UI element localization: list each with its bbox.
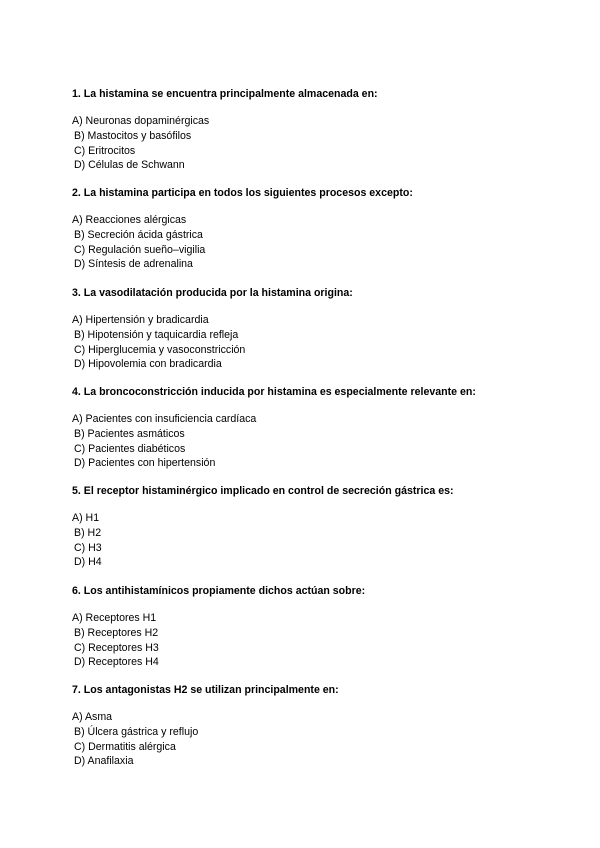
question-title: 3. La vasodilatación producida por la histamina origina: — [72, 287, 353, 299]
question-4 — [72, 385, 542, 471]
option-d: D) Síntesis de adrenalina — [74, 258, 193, 271]
option-a: A) Neuronas dopaminérgicas — [72, 115, 210, 127]
option-b: B) Pacientes asmáticos — [74, 427, 185, 440]
option-b: B) Úlcera gástrica y reflujo — [74, 725, 199, 738]
question-2 — [72, 186, 542, 272]
question-5 — [72, 484, 542, 570]
question-title: 5. El receptor histaminérgico implicado en control de secreción gástrica es: — [72, 485, 454, 497]
option-list — [72, 313, 542, 372]
option-b: B) H2 — [74, 526, 102, 539]
option-a: A) Receptores H1 — [72, 612, 157, 624]
question-6 — [72, 584, 542, 670]
option-d: D) Pacientes con hipertensión — [74, 457, 216, 470]
option-a: A) Pacientes con insuficiencia cardíaca — [72, 413, 257, 425]
question-7 — [72, 683, 542, 769]
option-a: A) H1 — [72, 512, 100, 524]
option-d: D) Células de Schwann — [74, 159, 185, 172]
option-a: A) Reacciones alérgicas — [72, 214, 187, 226]
option-a: A) Hipertensión y bradicardia — [72, 314, 209, 326]
option-d: D) Receptores H4 — [74, 656, 159, 669]
option-list — [72, 511, 542, 570]
question-title: 2. La histamina participa en todos los siguientes procesos excepto: — [72, 187, 413, 199]
option-c: C) Pacientes diabéticos — [74, 442, 186, 455]
question-title: 1. La histamina se encuentra principalmente almacenada en: — [72, 88, 378, 100]
option-list — [72, 412, 542, 471]
question-title: 4. La broncoconstricción inducida por histamina es especialmente relevante en: — [72, 386, 476, 398]
option-list — [72, 710, 542, 769]
option-list — [72, 213, 542, 272]
option-d: D) H4 — [74, 556, 102, 569]
option-c: C) Dermatitis alérgica — [74, 740, 176, 753]
option-d: D) Anafilaxia — [74, 755, 134, 768]
question-1 — [72, 87, 542, 173]
question-title: 7. Los antagonistas H2 se utilizan principalmente en: — [72, 684, 339, 696]
option-c: C) Eritrocitos — [74, 144, 136, 157]
option-c: C) H3 — [74, 541, 102, 554]
option-b: B) Receptores H2 — [74, 626, 159, 639]
option-list — [72, 114, 542, 173]
option-b: B) Hipotensión y taquicardia refleja — [74, 328, 239, 341]
option-c: C) Regulación sueño–vigilia — [74, 243, 206, 256]
question-title: 6. Los antihistamínicos propiamente dichos actúan sobre: — [72, 585, 366, 597]
option-c: C) Hiperglucemia y vasoconstricción — [74, 343, 246, 356]
option-b: B) Secreción ácida gástrica — [74, 228, 203, 241]
question-3 — [72, 286, 542, 372]
option-d: D) Hipovolemia con bradicardia — [74, 358, 222, 371]
option-list — [72, 611, 542, 670]
option-b: B) Mastocitos y basófilos — [74, 129, 192, 142]
option-a: A) Asma — [72, 711, 113, 723]
option-c: C) Receptores H3 — [74, 641, 159, 654]
